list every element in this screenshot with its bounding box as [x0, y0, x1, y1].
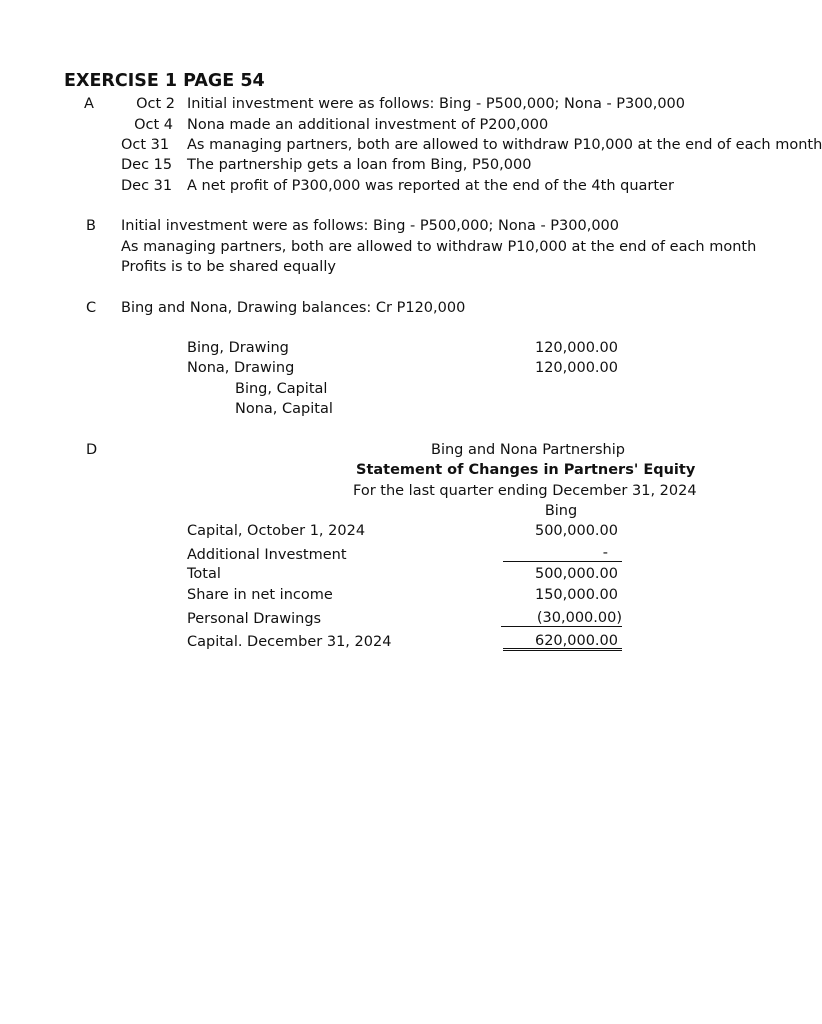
- exercise-title: EXERCISE 1 PAGE 54: [64, 71, 265, 91]
- section-b-line: Profits is to be shared equally: [121, 259, 336, 275]
- section-a-text: A net profit of P300,000 was reported at the end of the 4th quarter: [187, 178, 674, 194]
- statement-row-label: Total: [187, 566, 221, 582]
- statement-row-value-text: (30,000.00): [536, 610, 622, 626]
- section-a-date: Dec 15: [121, 157, 173, 173]
- journal-account-credit: Nona, Capital: [235, 401, 333, 417]
- section-b-line: Initial investment were as follows: Bing - P500,000; Nona - P300,000: [121, 218, 620, 234]
- section-a-letter: A: [84, 96, 94, 112]
- statement-row-value: 500,000.00: [534, 566, 618, 582]
- section-a-date: Oct 2: [136, 96, 175, 112]
- statement-row-value: [503, 544, 622, 562]
- column-header-bing: Bing: [544, 503, 578, 519]
- journal-account: Bing, Drawing: [187, 340, 289, 356]
- section-a-date: Oct 31: [121, 137, 170, 153]
- section-a-date: Dec 31: [121, 178, 173, 194]
- section-d-letter: D: [86, 442, 98, 458]
- statement-row-value-text: 620,000.00: [534, 633, 618, 649]
- section-b-letter: B: [86, 218, 96, 234]
- statement-row-value: [503, 632, 622, 651]
- journal-account: Nona, Drawing: [187, 360, 295, 376]
- statement-title: Statement of Changes in Partners' Equity: [356, 462, 696, 478]
- section-b-line: As managing partners, both are allowed to withdraw P10,000 at the end of each month: [121, 239, 757, 255]
- statement-row-value-text: -: [602, 545, 608, 561]
- section-a-text: Nona made an additional investment of P200,000: [187, 117, 549, 133]
- section-a-date: Oct 4: [134, 117, 173, 133]
- statement-row-label: Personal Drawings: [187, 611, 322, 627]
- statement-row-label: Capital, October 1, 2024: [187, 523, 366, 539]
- journal-amount: 120,000.00: [534, 360, 618, 376]
- statement-row-value: 150,000.00: [534, 587, 618, 603]
- journal-amount: 120,000.00: [534, 340, 618, 356]
- statement-row-value: [501, 609, 622, 627]
- section-c-letter: C: [86, 300, 97, 316]
- journal-account-credit: Bing, Capital: [235, 381, 328, 397]
- statement-company: Bing and Nona Partnership: [431, 442, 625, 458]
- statement-row-label: Share in net income: [187, 587, 333, 603]
- section-a-text: As managing partners, both are allowed to withdraw P10,000 at the end of each month: [187, 137, 822, 153]
- statement-row-value: 500,000.00: [534, 523, 618, 539]
- statement-row-label: Additional Investment: [187, 547, 347, 563]
- section-a-text: Initial investment were as follows: Bing - P500,000; Nona - P300,000: [187, 96, 686, 112]
- section-c-heading: Bing and Nona, Drawing balances: Cr P120,000: [121, 300, 466, 316]
- statement-row-label: Capital. December 31, 2024: [187, 634, 392, 650]
- section-a-text: The partnership gets a loan from Bing, P50,000: [187, 157, 532, 173]
- statement-period: For the last quarter ending December 31, 2024: [353, 483, 697, 499]
